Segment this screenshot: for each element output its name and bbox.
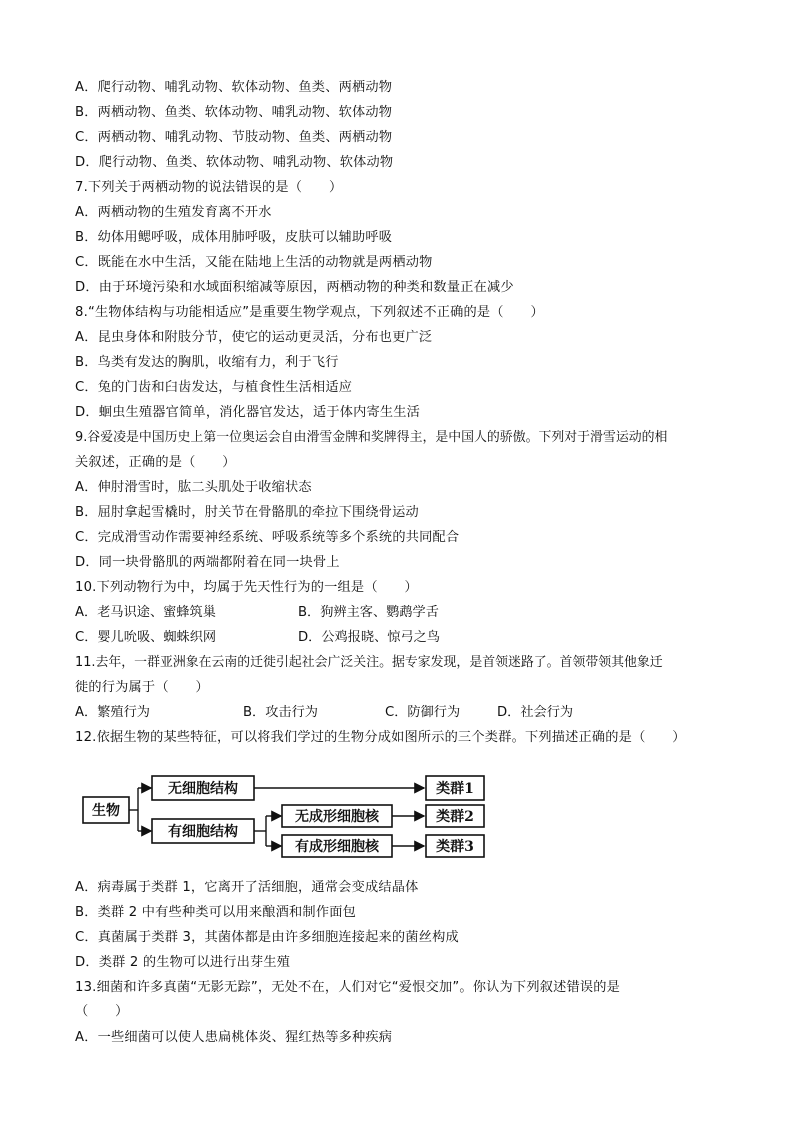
q6-option-a: A．爬行动物、哺乳动物、软体动物、鱼类、两栖动物 bbox=[75, 80, 393, 95]
classification-diagram bbox=[78, 762, 498, 862]
q10-stem: 10.下列动物行为中，均属于先天性行为的一组是（ ） bbox=[75, 580, 418, 595]
q7-stem: 7.下列关于两栖动物的说法错误的是（ ） bbox=[75, 180, 343, 195]
q11-stem-line1: 11.去年，一群亚洲象在云南的迁徙引起社会广泛关注。据专家发现，是首领迷路了。首领带领其他象迁 bbox=[75, 655, 663, 670]
q13-option-a: A．一些细菌可以使人患扁桃体炎、猩红热等多种疾病 bbox=[75, 1030, 393, 1045]
q10-option-a: A．老马识途、蜜蜂筑巢 bbox=[75, 605, 216, 620]
q7-option-c: C．既能在水中生活，又能在陆地上生活的动物就是两栖动物 bbox=[75, 255, 433, 270]
q9-stem-line1: 9.谷爱凌是中国历史上第一位奥运会自由滑雪金牌和奖牌得主，是中国人的骄傲。下列对于滑雪运动的相 bbox=[75, 430, 668, 445]
q13-stem-line2: （ ） bbox=[75, 1004, 129, 1019]
q9-option-a: A．伸肘滑雪时，肱二头肌处于收缩状态 bbox=[75, 480, 312, 495]
group1-node bbox=[426, 776, 484, 800]
q7-option-d: D．由于环境污染和水域面积缩减等原因，两栖动物的种类和数量正在减少 bbox=[75, 280, 514, 295]
q9-stem-line2: 关叙述，正确的是（ ） bbox=[75, 455, 236, 470]
q6-option-b: B．两栖动物、鱼类、软体动物、哺乳动物、软体动物 bbox=[75, 105, 393, 120]
has-nucleus-node bbox=[282, 835, 392, 857]
has-cell-node bbox=[152, 819, 254, 843]
q11-option-b: B．攻击行为 bbox=[243, 705, 318, 720]
q8-option-b: B．鸟类有发达的胸肌，收缩有力，利于飞行 bbox=[75, 355, 339, 370]
q9-option-d: D．同一块骨骼肌的两端都附着在同一块骨上 bbox=[75, 555, 340, 570]
q11-stem-line2: 徙的行为属于（ ） bbox=[75, 680, 209, 695]
q7-option-b: B．幼体用鳃呼吸，成体用肺呼吸，皮肤可以辅助呼吸 bbox=[75, 230, 393, 245]
q9-option-c: C．完成滑雪动作需要神经系统、呼吸系统等多个系统的共同配合 bbox=[75, 530, 460, 545]
q11-option-d: D．社会行为 bbox=[497, 705, 574, 720]
root-node bbox=[83, 797, 129, 823]
q8-option-d: D．蛔虫生殖器官简单，消化器官发达，适于体内寄生生活 bbox=[75, 405, 421, 420]
q10-option-c: C．婴儿吮吸、蜘蛛织网 bbox=[75, 630, 217, 645]
q11-option-a: A．繁殖行为 bbox=[75, 705, 150, 720]
q6-option-c: C．两栖动物、哺乳动物、节肢动物、鱼类、两栖动物 bbox=[75, 130, 393, 145]
q6-option-d: D．爬行动物、鱼类、软体动物、哺乳动物、软体动物 bbox=[75, 155, 394, 170]
q8-stem: 8.“生物体结构与功能相适应”是重要生物学观点，下列叙述不正确的是（ ） bbox=[75, 305, 544, 320]
q12-stem: 12.依据生物的某些特征，可以将我们学过的生物分成如图所示的三个类群。下列描述正确的是（ ） bbox=[75, 730, 686, 745]
no-nucleus-node bbox=[282, 805, 392, 827]
q10-option-d: D．公鸡报晓、惊弓之鸟 bbox=[298, 630, 441, 645]
no-cell-node bbox=[152, 776, 254, 800]
root-label: 生物 bbox=[92, 803, 120, 819]
q12-option-d: D．类群 2 的生物可以进行出芽生殖 bbox=[75, 955, 291, 970]
q7-option-a: A．两栖动物的生殖发育离不开水 bbox=[75, 205, 272, 220]
q12-option-b: B．类群 2 中有些种类可以用来酿酒和制作面包 bbox=[75, 905, 356, 920]
q8-option-a: A．昆虫身体和附肢分节，使它的运动更灵活，分布也更广泛 bbox=[75, 330, 433, 345]
no-cell-label: 无细胞结构 bbox=[168, 781, 238, 797]
group2-node bbox=[426, 805, 484, 827]
group1-label: 类群1 bbox=[436, 781, 474, 797]
q12-option-a: A．病毒属于类群 1，它离开了活细胞，通常会变成结晶体 bbox=[75, 880, 419, 895]
q12-option-c: C．真菌属于类群 3，其菌体都是由许多细胞连接起来的菌丝构成 bbox=[75, 930, 459, 945]
group3-label: 类群3 bbox=[436, 839, 474, 855]
group2-label: 类群2 bbox=[436, 809, 474, 825]
q13-stem-line1: 13.细菌和许多真菌“无影无踪”，无处不在，人们对它“爱恨交加”。你认为下列叙述错误的是 bbox=[75, 980, 621, 995]
has-cell-label: 有细胞结构 bbox=[168, 824, 238, 840]
no-nucleus-label: 无成形细胞核 bbox=[295, 809, 379, 825]
q11-option-c: C．防御行为 bbox=[385, 705, 461, 720]
has-nucleus-label: 有成形细胞核 bbox=[295, 839, 379, 855]
q10-option-b: B．狗辨主客、鹦鹉学舌 bbox=[298, 605, 439, 620]
group3-node bbox=[426, 835, 484, 857]
q9-option-b: B．屈肘拿起雪橇时，肘关节在骨骼肌的牵拉下围绕骨运动 bbox=[75, 505, 419, 520]
q8-option-c: C．兔的门齿和臼齿发达，与植食性生活相适应 bbox=[75, 380, 353, 395]
